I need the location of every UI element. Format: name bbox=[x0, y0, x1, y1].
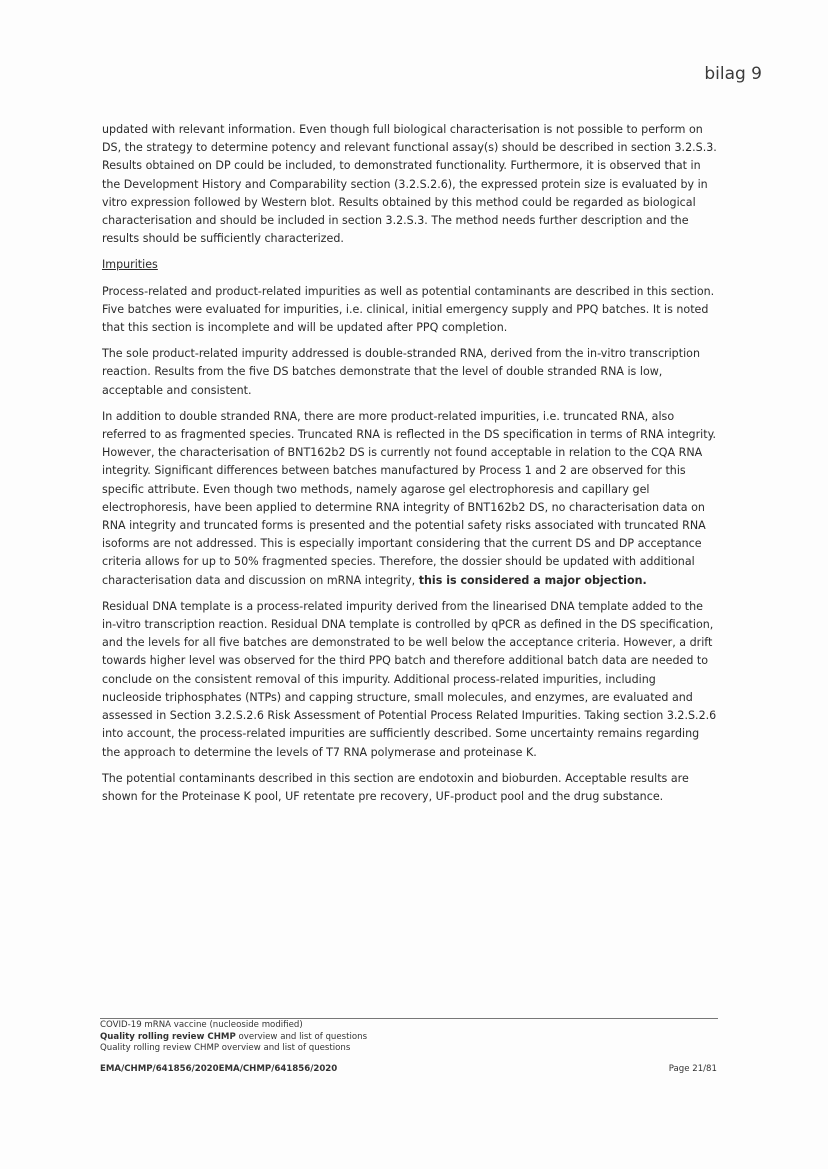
page-footer bbox=[100, 1018, 718, 1055]
footer-review-rest: overview and list of questions bbox=[235, 1031, 368, 1042]
paragraph-double-stranded-rna: The sole product-related impurity addressed is double-stranded RNA, derived from the in-vitro transcription reaction. Results from the five DS batches demonstrate that the level of double stranded RNA is low, acceptable and consistent. bbox=[102, 347, 700, 397]
page-number: Page 21/81 bbox=[668, 1064, 717, 1074]
document-reference-code: EMA/CHMP/641856/2020EMA/CHMP/641856/2020 bbox=[100, 1064, 338, 1074]
footer-review-bold: Quality rolling review CHMP bbox=[100, 1031, 236, 1042]
major-objection-text: this is considered a major objection. bbox=[418, 573, 647, 587]
truncated-rna-text: In addition to double stranded RNA, there are more product-related impurities, i.e. truncated RNA, also referred to as fragmented species. Truncated RNA is reflected in the DS specification in terms of RNA integrity. However, the characterisation of BNT162b2 DS is currently not found acceptable in relation to the CQA RNA integrity. Significant differences between batches manufactured by Process 1 and 2 are observed for this specific attribute. Even though two methods, namely agarose gel electrophoresis and capillary gel electrophoresis, have been applied to determine RNA integrity of BNT162b2 DS, no characterisation data on RNA integrity and truncated forms is presented and the potential safety risks associated with truncated RNA isoforms are not addressed. This is especially important considering that the current DS and DP acceptance criteria allows for up to 50% fragmented species. Therefore, the dossier should be updated with additional characterisation data and discussion on mRNA integrity, bbox=[102, 409, 717, 587]
footer-review-line bbox=[100, 1032, 718, 1044]
main-content bbox=[102, 121, 718, 814]
paragraph-impurities-overview: Process-related and product-related impurities as well as potential contaminants are described in this section. Five batches were evaluated for impurities, i.e. clinical, initial emergency supply and PPQ batches. It is noted that this section is incomplete and will be updated after PPQ completion. bbox=[102, 284, 715, 335]
intro-paragraph: updated with relevant information. Even though full biological characterisation is not possible to perform on DS, the strategy to determine potency and relevant functional assay(s) should be described in section 3.2.S.3. Results obtained on DP could be included, to demonstrated functionality. Furthermore, it is observed that in the Development History and Comparability section (3.2.S.2.6), the expressed protein size is evaluated by in vitro expression followed by Western blot. Results obtained by this method could be regarded as biological characterisation and should be included in section 3.2.S.3. The method needs further description and the results should be sufficiently characterized. bbox=[102, 123, 717, 246]
paragraph-truncated-rna bbox=[102, 408, 718, 590]
section-heading-impurities: Impurities bbox=[102, 258, 158, 272]
footer-product-name: COVID-19 mRNA vaccine (nucleoside modified) bbox=[100, 1020, 303, 1030]
paragraph-contaminants: The potential contaminants described in this section are endotoxin and bioburden. Acceptable results are shown for the Proteinase K pool, UF retentate pre recovery, UF-product pool and the drug substance. bbox=[102, 771, 689, 803]
bilag-stamp: bilag 9 bbox=[704, 64, 762, 84]
footer-review-line-repeat: Quality rolling review CHMP overview and list of questions bbox=[100, 1043, 351, 1054]
paragraph-residual-dna: Residual DNA template is a process-related impurity derived from the linearised DNA template added to the in-vitro transcription reaction. Residual DNA template is controlled by qPCR as defined in the DS specification, and the levels for all five batches are demonstrated to be well below the acceptance criteria. However, a drift towards higher level was observed for the third PPQ batch and therefore additional batch data are needed to conclude on the consistent removal of this impurity. Additional process-related impurities, including nucleoside triphosphates (NTPs) and capping structure, small molecules, and enzymes, are evaluated and assessed in Section 3.2.S.2.6 Risk Assessment of Potential Process Related Impurities. Taking section 3.2.S.2.6 into account, the process-related impurities are sufficiently described. Some uncertainty remains regarding the approach to determine the levels of T7 RNA polymerase and proteinase K. bbox=[102, 599, 717, 759]
